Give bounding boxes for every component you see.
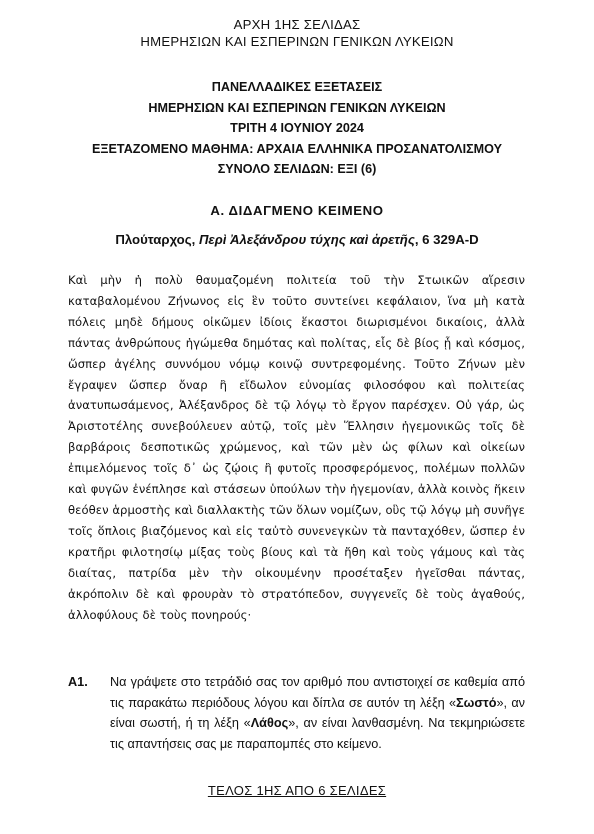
correct-word: Σωστό: [456, 695, 497, 710]
question-a1: [68, 672, 525, 754]
exam-page-count: ΣΥΝΟΛΟ ΣΕΛΙΔΩΝ: ΕΞΙ (6): [217, 162, 377, 176]
source-work-title: Περὶ Ἀλεξάνδρου τύχης καὶ ἀρετῆς: [198, 232, 415, 247]
question-text-part2: », αν είναι σωστή, ή τη λέξη «: [110, 695, 525, 730]
question-text-part3: », αν είναι λανθασμένη. Να τεκμηριώσετε τις απαντήσεις σας με παραπομπές στο κείμενο.: [110, 716, 525, 751]
question-number: Α1.: [68, 675, 88, 689]
text-source: [0, 232, 594, 247]
source-reference: , 6 329A-D: [414, 232, 479, 247]
wrong-word: Λάθος: [250, 716, 289, 730]
question-text: [110, 672, 525, 754]
exam-title: ΠΑΝΕΛΛΑΔΙΚΕΣ ΕΞΕΤΑΣΕΙΣ: [211, 80, 383, 94]
question-text-part1: Να γράψετε στο τετράδιό σας τον αριθμό που αντιστοιχεί σε καθεμία από τις παρακάτω περιόδους λόγου και δίπλα σε αυτόν τη λέξη «: [110, 675, 525, 710]
school-type-label: ΗΜΕΡΗΣΙΩΝ ΚΑΙ ΕΣΠΕΡΙΝΩΝ ΓΕΝΙΚΩΝ ΛΥΚΕΙΩΝ: [140, 34, 454, 49]
page-end-label: ΤΕΛΟΣ 1ΗΣ ΑΠΟ 6 ΣΕΛΙΔΕΣ: [207, 783, 387, 798]
exam-header: [0, 77, 594, 180]
ancient-greek-passage: Καὶ μὴν ἡ πολὺ θαυμαζομένη πολιτεία τοῦ τὴν Στωικῶν αἵρεσιν καταβαλομένου Ζήνωνος εἰς ἓν τοῦτο συντείνει κεφάλαιον, ἵνα μὴ κατὰ πόλεις μηδὲ δήμους οἰκῶμεν ἰδίοις ἕκαστοι διωρισμένοι δικαίοις, ἀλλὰ πάντας ἀνθρώπους ἡγώμεθα δημότας καὶ πολίτας, εἷς δὲ βίος ᾖ καὶ κόσμος, ὥσπερ ἀγέλης συννόμου νόμῳ κοινῷ συντρεφομένης. Τοῦτο Ζήνων μὲν ἔγραψεν ὥσπερ ὄναρ ἢ εἴδωλον εὐνομίας φιλοσόφου καὶ πολιτείας ἀνατυπωσάμενος, Ἀλέξανδρος δὲ τῷ λόγῳ τὸ ἔργον παρέσχεν. Οὐ γάρ, ὡς Ἀριστοτέλης συνεβούλευεν αὐτῷ, τοῖς μὲν Ἕλλησιν ἡγεμονικῶς τοῖς δὲ βαρβάροις δεσποτικῶς χρώμενος, καὶ τῶν μὲν ὡς φίλων καὶ οἰκείων ἐπιμελόμενος τοῖς δ᾽ ὡς ζῴοις ἢ φυτοῖς προσφερόμενος, πολέμων πολλῶν καὶ φυγῶν ἐνέπλησε καὶ στάσεων ὑπούλων τὴν ἡγεμονίαν, ἀλλὰ κοινὸς ἥκειν θεόθεν ἁρμοστὴς καὶ διαλλακτὴς τῶν ὅλων νομίζων, οὓς τῷ λόγῳ μὴ συνῆγε τοῖς ὅπλοις βιαζόμενος καὶ εἰς ταὐτὸ συνενεγκὼν τὰ πανταχόθεν, ὥσπερ ἐν κρατῆρι φιλοτησίῳ μίξας τοὺς βίους καὶ τὰ ἤθη καὶ τοὺς γάμους καὶ τὰς διαίτας, πατρίδα μὲν τὴν οἰκουμένην προσέταξεν ἡγεῖσθαι πάντας, ἀκρόπολιν δὲ καὶ φρουρὰν τὸ στρατόπεδον, συγγενεῖς δὲ τοὺς ἀγαθούς, ἀλλοφύλους δὲ τοὺς πονηρούς·: [68, 273, 525, 622]
source-author: Πλούταρχος,: [115, 232, 199, 247]
page-footer: [0, 783, 594, 798]
section-title: Α. ΔΙΔΑΓΜΕΝΟ ΚΕΙΜΕΝΟ: [210, 203, 384, 218]
exam-school-type: ΗΜΕΡΗΣΙΩΝ ΚΑΙ ΕΣΠΕΡΙΝΩΝ ΓΕΝΙΚΩΝ ΛΥΚΕΙΩΝ: [148, 100, 446, 115]
page-top-header: [0, 16, 594, 50]
exam-date: ΤΡΙΤΗ 4 ΙΟΥΝΙΟΥ 2024: [230, 121, 364, 135]
exam-subject: ΕΞΕΤΑΖΟΜΕΝΟ ΜΑΘΗΜΑ: ΑΡΧΑΙΑ ΕΛΛΗΝΙΚΑ ΠΡΟΣΑΝΑΤΟΛΙΣΜΟΥ: [92, 141, 502, 156]
page-start-label: ΑΡΧΗ 1ΗΣ ΣΕΛΙΔΑΣ: [233, 17, 361, 32]
